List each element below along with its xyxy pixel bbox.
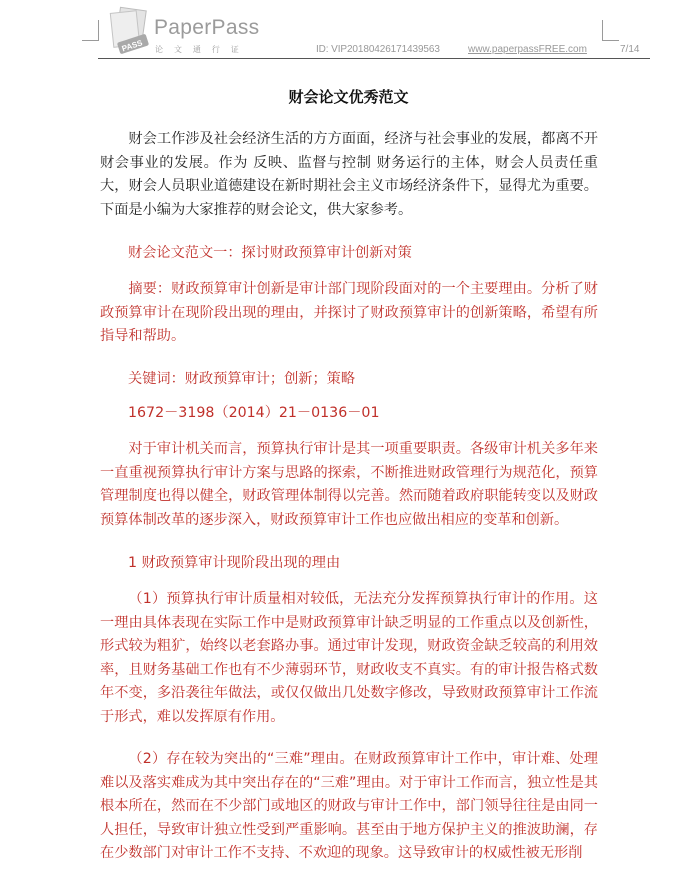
- keywords-line: 关键词：财政预算审计；创新；策略: [128, 371, 356, 387]
- classification-line: 1672－3198（2014）21－0136－01: [128, 405, 380, 421]
- intro-paragraph: 财会工作涉及社会经济生活的方方面面，经济与社会事业的发展，都离不开财会事业的发展。作为 反映、监督与控制 财务运行的主体，财会人员责任重大，财会人员职业道德建设在新时期社会主义市场经济条件下，显得尤为重要。下面是小编为大家推荐的财会论文，供大家参考。: [100, 131, 598, 218]
- sample-heading: 财会论文范文一：探讨财政预算审计创新对策: [128, 245, 412, 261]
- paperpass-logo: [104, 6, 284, 56]
- logo-slogan: 论 文 通 行 证: [155, 45, 243, 54]
- body-paragraph-1: 对于审计机关而言，预算执行审计是其一项重要职责。各级审计机关多年来一直重视预算执行审计方案与思路的探索，不断推进财政管理行为规范化，预算管理制度也得以健全，财政管理体制得以完善。然而随着政府职能转变以及财政预算体制改革的逐步深入，财政预算审计工作也应做出相应的变革和创新。: [100, 441, 598, 528]
- logo-badge-text: PASS: [120, 38, 144, 54]
- page-header: [0, 0, 697, 62]
- logo-name: PaperPass: [154, 16, 260, 39]
- site-url-link[interactable]: www.paperpassFREE.com: [468, 44, 587, 55]
- document-title: 财会论文优秀范文: [288, 88, 409, 106]
- paperpass-logo-icon: [104, 6, 156, 56]
- crop-mark-right: [602, 20, 619, 41]
- header-divider: [98, 58, 650, 59]
- document-id: ID: VIP20180426171439563: [316, 44, 440, 55]
- abstract-paragraph: 摘要：财政预算审计创新是审计部门现阶段面对的一个主要理由。分析了财政预算审计在现阶段出现的理由，并探讨了财政预算审计的创新策略，希望有所指导和帮助。: [100, 281, 598, 345]
- body-paragraph-3: （2）存在较为突出的“三难”理由。在财政预算审计工作中，审计难、处理难以及落实难成为其中突出存在的“三难”理由。对于审计工作而言，独立性是其根本所在，然而在不少部门或地区的财政与审计工作中，部门领导往往是由同一人担任，导致审计独立性受到严重影响。甚至由于地方保护主义的推波助澜，存在少数部门对审计工作不支持、不欢迎的现象。这导致审计的权威性被无形削: [100, 751, 598, 862]
- body-paragraph-2: （1）预算执行审计质量相对较低，无法充分发挥预算执行审计的作用。这一理由具体表现在实际工作中是财政预算审计缺乏明显的工作重点以及创新性，形式较为粗犷，始终以老套路办事。通过审计发现，财政资金缺乏较高的利用效率，且财务基础工作也有不少薄弱环节，财政收支不真实。有的审计报告格式数年不变，多沿袭往年做法，或仅仅做出几处数字修改，导致财政预算审计工作流于形式，难以发挥原有作用。: [100, 591, 598, 725]
- section-1-heading: 1 财政预算审计现阶段出现的理由: [128, 555, 341, 571]
- page-number: 7/14: [620, 44, 640, 55]
- crop-mark-left: [82, 20, 99, 41]
